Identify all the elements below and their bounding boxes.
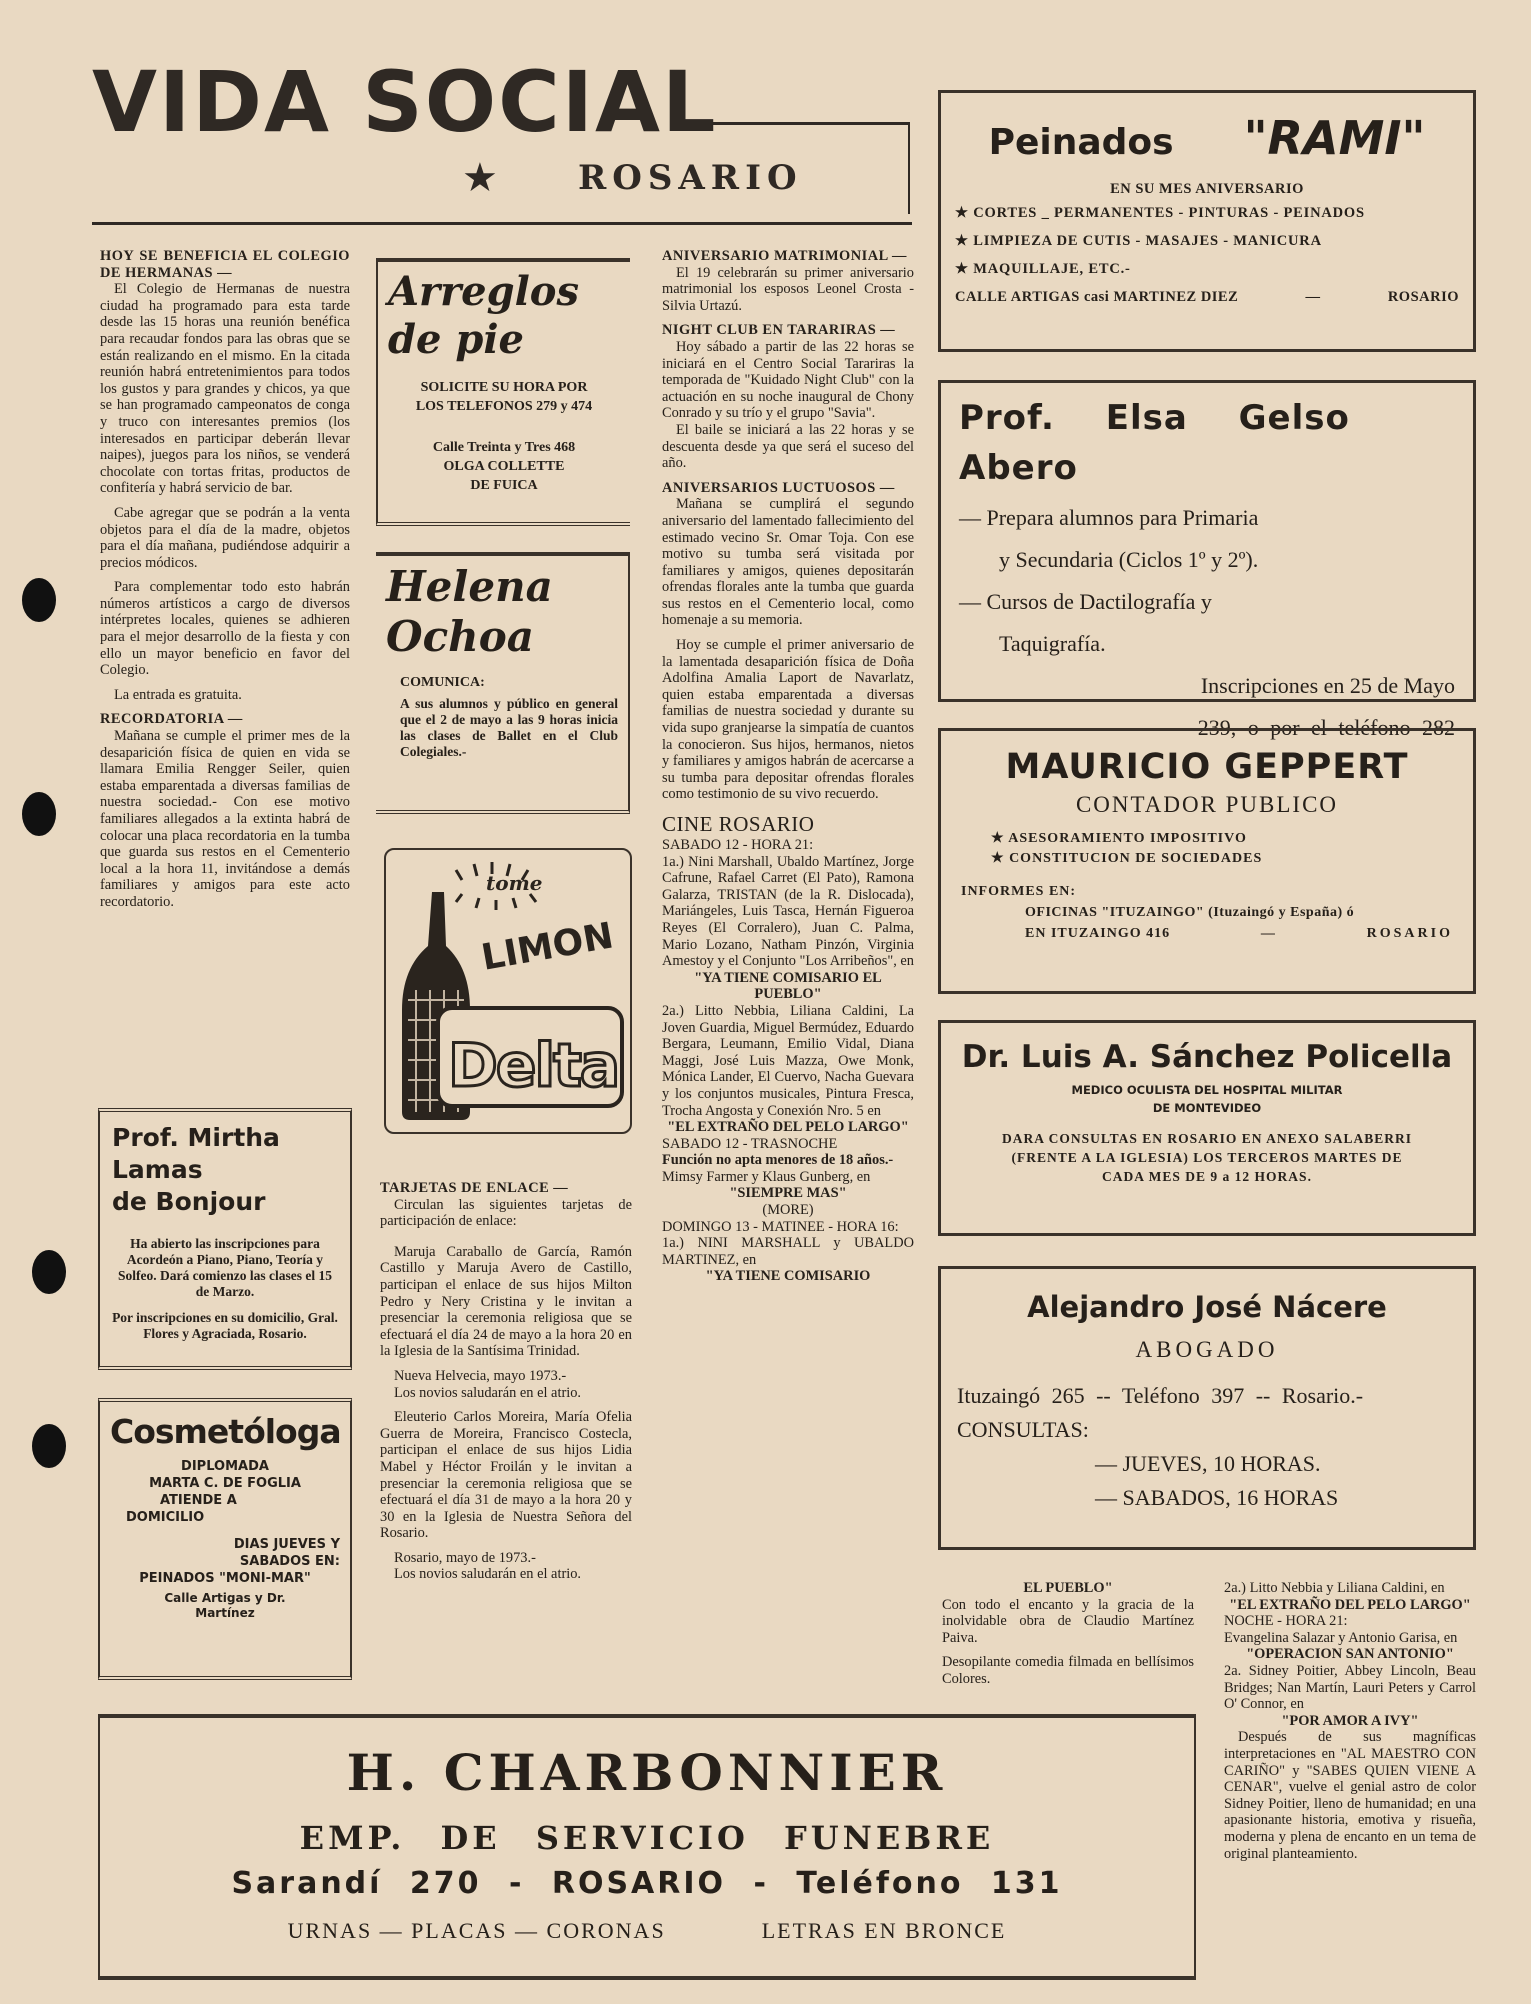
ad-line: Calle Artigas y Dr. (164, 1591, 286, 1605)
ad-line: MEDICO OCULISTA DEL HOSPITAL MILITAR (1071, 1083, 1343, 1097)
ad-line: DOMICILIO (126, 1510, 205, 1525)
ad-title: Peinados (988, 122, 1174, 163)
film-title: "SIEMPRE MAS" (729, 1185, 847, 1202)
ad-line-row (961, 923, 1453, 944)
ad-line: — SABADOS, 16 HORAS (1095, 1485, 1339, 1510)
article-paragraph: Hoy se cumple el primer aniversario de la lamentada desaparición física de Doña Adolfina Amalia Laport de Navarlatz, quien estaba emparentada a diversas familias de nuestra sociedad y durante su vida supo granjearse la simpatía de cuantos la conocieron. Sus hijos, hermanos, nietos y familiares y amigos habrán de acercarse a su tumba para depositar ofrendas florales como testimonio de su vivo recuerdo. (662, 637, 914, 803)
ad-line: — Prepara alumnos para Primaria (959, 505, 1259, 530)
binder-hole (32, 1424, 66, 1468)
ad-line: Ituzaingó 265 -- Teléfono 397 -- Rosario.- (957, 1383, 1364, 1408)
ad-mirtha-lamas (98, 1108, 352, 1370)
column-5 (1224, 1580, 1476, 1862)
column-4 (942, 1580, 1194, 1696)
article-paragraph: Función no apta menores de 18 años.- (662, 1152, 894, 1169)
ad-text: Ha abierto las inscripciones para Acordeón a Piano, Piano, Teoría y Solfeo. Dará comienzo las clases el 15 de Marzo. (117, 1236, 333, 1299)
ad-line-row (961, 829, 1453, 849)
ad-line: Inscripciones en 25 de Mayo (1200, 673, 1455, 698)
film-title: EL PUEBLO" (1023, 1580, 1113, 1596)
article-paragraph: Maruja Caraballo de García, Ramón Castillo y Maruja Avero de Castillo, participan el enlace de sus hijos Milton Pedro y Nery Cristina y le invitan a presenciar la ceremonia religiosa que se efectuará el día 24 de mayo a la hora 20 en la Iglesia de la Santísima Trinidad. (380, 1243, 632, 1360)
ad-title: de pie (388, 316, 524, 363)
film-title: "YA TIENE COMISARIO (705, 1268, 871, 1285)
ad-line: 239, o por el teléfono 282 (1197, 715, 1455, 740)
article-paragraph: Para complementar todo esto habrán números artísticos a cargo de diversos intérpretes locales, quienes se adhieren para el mejor desarrollo de la fiesta y con ello un mayor beneficio en favor del Colegio. (100, 579, 350, 679)
article-paragraph: Mimsy Farmer y Klaus Gunberg, en (662, 1168, 871, 1185)
article-paragraph: Circulan las siguientes tarjetas de participación de enlace: (380, 1196, 632, 1230)
ad-limon: LIMON (478, 915, 617, 979)
ad-line: y Secundaria (Ciclos 1º y 2º). (999, 547, 1259, 572)
article-paragraph: Mañana se cumple el primer mes de la desaparición física de quien en vida se llamara Emilia Rengger Seiler, quien estaba emparentada a diversas familias de nuestra sociedad.- Con ese motivo familiares allegados a la extinta habrá de colocar una placa recordatoria en la tumba que guarda sus restos en el Cementerio local a la hora 11, invitándose a demás familiares y amigos para este acto recordatorio. (100, 728, 350, 910)
ad-title: Helena (386, 562, 553, 611)
ad-line: (FRENTE A LA IGLESIA) LOS TERCEROS MARTES DE (1011, 1150, 1403, 1165)
ad-helena-ochoa (376, 552, 630, 814)
article-paragraph: 1a.) NINI MARSHALL y UBALDO MARTINEZ, en (662, 1235, 914, 1268)
ad-sanchez-policella (938, 1020, 1476, 1236)
column-3 (662, 248, 914, 1285)
ad-line: — (1305, 289, 1321, 305)
star-icon: ★ (955, 233, 974, 249)
masthead-rule (700, 122, 910, 125)
star-icon: ★ (991, 831, 1009, 846)
ad-line-row (961, 849, 1453, 869)
article-paragraph: Desopilante comedia filmada en bellísimos Colores. (942, 1654, 1194, 1687)
ad-title: Arreglos (388, 268, 579, 315)
ad-line: Martínez (195, 1606, 255, 1620)
ad-title: MAURICIO GEPPERT (1005, 747, 1409, 787)
article-paragraph: Con todo el encanto y la gracia de la inolvidable obra de Claudio Martínez Paiva. (942, 1596, 1194, 1646)
ad-elsa-gelso (938, 380, 1476, 740)
ad-subtitle: ABOGADO (1135, 1337, 1279, 1362)
ad-line: Taquigrafía. (999, 631, 1106, 656)
ad-charbonnier (98, 1714, 1196, 1980)
article-heading: ANIVERSARIO MATRIMONIAL — (662, 248, 907, 264)
ad-line: Sarandí 270 - ROSARIO - Teléfono 131 (231, 1866, 1063, 1901)
ad-line: DE MONTEVIDEO (1152, 1101, 1262, 1115)
bottle-illustration (386, 850, 630, 1132)
ad-title: Alejandro José Nácere (1027, 1290, 1387, 1324)
ad-line: CADA MES DE 9 a 12 HORAS. (1102, 1169, 1312, 1184)
article-paragraph: Después de sus magníficas interpretaciones en "AL MAESTRO CON CARIÑO" y "SABES QUIEN VIENE A CENAR", vuelve el genial astro de color Sidney Poitier, lleno de humanidad; en una apasionante historia, emotiva y risueña, moderna y plena de encanto en un tema de original planteamiento. (1224, 1729, 1476, 1862)
ad-line: CONSULTAS: (957, 1417, 1089, 1442)
ad-line: LOS TELEFONOS 279 y 474 (415, 399, 593, 414)
article-paragraph: 2a.) Litto Nebbia y Liliana Caldini, en (1224, 1580, 1445, 1596)
ad-line: — JUEVES, 10 HORAS. (1095, 1451, 1321, 1476)
ad-line: — (1260, 926, 1276, 941)
article-paragraph: 2a.) Litto Nebbia, Liliana Caldini, La Joven Guardia, Miguel Bermúdez, Eduardo Bergara, Leumann, Emilio Vidal, Diana Maggi, José Luis Mazza, Owe Monk, Mónica Lander, El Cuervo, Nacha Guevara y los conjuntos musicales, Pintura Fresca, Trocha Angosta y Conexión Nro. 5 en (662, 1002, 914, 1119)
article-paragraph: Rosario, mayo de 1973.- (394, 1549, 536, 1566)
ad-title: "RAMI" (1243, 111, 1426, 165)
ad-line: CORTES _ PERMANENTES - PINTURAS - PEINADOS (973, 205, 1365, 221)
ad-title: Dr. Luis A. Sánchez Policella (961, 1039, 1453, 1075)
masthead-vline (908, 122, 910, 214)
ad-line: EN ITUZAINGO 416 (1025, 926, 1171, 941)
ad-subtitle: CONTADOR PUBLICO (1075, 792, 1339, 817)
ad-title: Cosmetóloga (110, 1412, 341, 1451)
ad-peinados-rami (938, 90, 1476, 352)
star-icon: ★ (955, 261, 974, 277)
ad-line-row (955, 199, 1459, 227)
ad-line-row (955, 283, 1459, 311)
film-title: "POR AMOR A IVY" (1281, 1712, 1419, 1729)
star-icon: ★ (462, 155, 498, 200)
ad-line: LIMPIEZA DE CUTIS - MASAJES - MANICURA (973, 233, 1322, 249)
ad-line: SABADOS EN: (239, 1554, 340, 1569)
ad-arreglos-de-pie (376, 258, 630, 526)
masthead-bottom-rule (92, 222, 912, 225)
ad-line-row (955, 227, 1459, 255)
binder-hole (22, 578, 56, 622)
article-heading: RECORDATORIA — (100, 711, 243, 728)
ad-line: LETRAS EN BRONCE (761, 1918, 1007, 1943)
film-title: "OPERACION SAN ANTONIO" (1246, 1646, 1454, 1663)
article-paragraph: 2a. Sidney Poitier, Abbey Lincoln, Beau Bridges; Nan Martín, Lauri Peters y Carrol O' Connor, en (1224, 1662, 1476, 1713)
article-paragraph: SABADO 12 - HORA 21: (662, 837, 814, 853)
ad-line-row (955, 255, 1459, 283)
ad-limon-delta (384, 848, 632, 1134)
film-title: "YA TIENE COMISARIO EL PUEBLO" (694, 969, 882, 1003)
ad-alejandro-nacere (938, 1266, 1476, 1550)
article-paragraph: SABADO 12 - TRASNOCHE (662, 1135, 838, 1152)
article-paragraph: DOMINGO 13 - MATINEE - HORA 16: (662, 1218, 899, 1235)
ad-title: Prof. Elsa Gelso Abero (959, 398, 1350, 488)
ad-line: EMP. DE SERVICIO FUNEBRE (299, 1819, 995, 1857)
ad-text: A sus alumnos y público en general que el 2 de mayo a las 9 horas inicia las clases de Ballet en el Club Colegiales.- (400, 696, 618, 759)
article-paragraph: El 19 celebrarán su primer aniversario matrimonial los esposos Leonel Crosta - Silvia Urtazú. (662, 264, 914, 314)
film-title: "EL EXTRAÑO DEL PELO LARGO" (667, 1119, 909, 1136)
ad-title: Ochoa (386, 612, 534, 661)
ad-line: — Cursos de Dactilografía y (959, 589, 1212, 614)
ad-line: SOLICITE SU HORA POR (420, 380, 588, 395)
ad-line: DIAS JUEVES Y (233, 1537, 340, 1552)
article-paragraph: 1a.) Nini Marshall, Ubaldo Martínez, Jorge Cafrune, Rafael Carret (El Pato), Ramona Galarza, TRISTAN (de la R. Dislocada), Mariángeles, Luis Tasca, Hernán Figueroa Reyes (El Corralero), Juan C. Palma, Mario Lozano, Natham Pinzón, Virginia Amestoy y el Conjunto "Los Arribeños", en (662, 853, 914, 970)
article-paragraph: El baile se iniciará a las 22 horas y se descuenta desde ya que será el suceso del año. (662, 421, 914, 472)
ad-line: ATIENDE A (160, 1493, 237, 1508)
article-paragraph: Cabe agregar que se podrán a la venta objetos para el día de la madre, objetos para el día mañana, pudiéndose adquirir a precios módicos. (100, 504, 350, 571)
ad-text: Por inscripciones en su domicilio, Gral. Flores y Agraciada, Rosario. (112, 1310, 338, 1341)
ad-line: CALLE ARTIGAS casi MARTINEZ DIEZ (955, 289, 1239, 305)
film-title: "EL EXTRAÑO DEL PELO LARGO" (1229, 1596, 1471, 1613)
ad-title: Prof. Mirtha Lamas (112, 1123, 280, 1184)
article-heading: HOY SE BENEFICIA EL COLEGIO DE HERMANAS — (100, 248, 350, 281)
ad-footer-row (118, 1918, 1176, 1944)
ad-line: EN SU MES ANIVERSARIO (1110, 181, 1304, 197)
column-2 (380, 1180, 632, 1591)
ad-line: MARTA C. DE FOGLIA (149, 1476, 301, 1491)
ad-line: INFORMES EN: (961, 884, 1077, 899)
ad-cosmetologa (98, 1398, 352, 1680)
column-1 (100, 248, 350, 919)
article-paragraph: Nueva Helvecia, mayo 1973.- (394, 1367, 567, 1384)
page-subtitle: ROSARIO (578, 158, 803, 198)
ad-line: PEINADOS "MONI-MAR" (139, 1571, 311, 1586)
ad-tome: tome (486, 871, 543, 895)
ad-line: ASESORAMIENTO IMPOSITIVO (1008, 831, 1247, 846)
article-paragraph: Eleuterio Carlos Moreira, María Ofelia Guerra de Moreira, Francisco Costecla, participan el enlace de sus hijos Lidia Mabel y Héctor Froilán y le invitan a presenciar la ceremonia religiosa que se efectuará el día 31 de mayo a la hora 20 y 30 en la Iglesia de Nuestra Señora del Rosario. (380, 1409, 632, 1542)
ad-line: MAQUILLAJE, ETC.- (973, 261, 1131, 277)
article-heading: TARJETAS DE ENLACE — (380, 1180, 569, 1196)
ad-line: OFICINAS "ITUZAINGO" (Ituzaingó y España) ó (1025, 905, 1355, 920)
article-paragraph: Evangelina Salazar y Antonio Garisa, en (1224, 1629, 1458, 1646)
article-heading: ANIVERSARIOS LUCTUOSOS — (662, 479, 895, 496)
binder-hole (32, 1250, 66, 1294)
article-paragraph: NOCHE - HORA 21: (1224, 1613, 1348, 1630)
ad-mauricio-geppert (938, 728, 1476, 994)
ad-line: OLGA COLLETTE (443, 459, 565, 474)
ad-line: DE FUICA (470, 478, 538, 493)
ad-title: H. CHARBONNIER (346, 1743, 948, 1802)
binder-hole (22, 792, 56, 836)
star-icon: ★ (955, 205, 974, 221)
cinema-heading: CINE ROSARIO (662, 812, 815, 836)
page-title: VIDA SOCIAL (92, 53, 718, 151)
article-paragraph: Hoy sábado a partir de las 22 horas se iniciará en el Centro Social Tarariras la temporada de "Kuidado Night Club" con la actuación en su noche inaugural de Chony Conrado y su trío y el grupo "Savia". (662, 338, 914, 422)
article-paragraph: El Colegio de Hermanas de nuestra ciudad ha programado para esta tarde desde las 15 horas una reunión benéfica para recaudar fondos para las obras que se están realizando en el mismo. En la citada reunión habrá entretenimientos para todos los gustos y para grandes y chicos, ya que se han programado campeonatos de conga y truco con interesantes premios (los interesados en participar deberán llevar naipes), juegos para los niños, se venderá chocolate con tortas fritas, productos de confitería y habrá servicio de bar. (100, 281, 350, 497)
ad-line: URNAS — PLACAS — CORONAS (287, 1918, 666, 1943)
film-subtitle: (MORE) (762, 1202, 814, 1219)
ad-line: ROSARIO (1387, 289, 1459, 305)
article-paragraph: Los novios saludarán en el atrio. (394, 1384, 582, 1401)
article-heading: NIGHT CLUB EN TARARIRAS — (662, 322, 896, 339)
ad-line: CONSTITUCION DE SOCIEDADES (1009, 851, 1263, 866)
article-paragraph: Mañana se cumplirá el segundo aniversario del lamentado fallecimiento del estimado vecino Sr. Omar Toja. Con ese motivo su tumba será visitada por familiares y amigos, quienes depositarán ofrendas florales ante la tumba que guarda sus restos en el Cementerio local, como homenaje a su memoria. (662, 496, 914, 629)
ad-line: Calle Treinta y Tres 468 (432, 440, 576, 455)
ad-title: de Bonjour (112, 1187, 266, 1216)
ad-line: ROSARIO (1366, 926, 1453, 941)
ad-brand: Delta (448, 1031, 619, 1101)
ad-line: COMUNICA: (400, 675, 485, 690)
article-paragraph: Los novios saludarán en el atrio. (394, 1566, 582, 1583)
star-icon: ★ (991, 851, 1010, 866)
article-paragraph: La entrada es gratuita. (114, 686, 242, 703)
ad-line: DIPLOMADA (181, 1459, 269, 1474)
ad-line: DARA CONSULTAS EN ROSARIO EN ANEXO SALABERRI (1001, 1131, 1413, 1146)
